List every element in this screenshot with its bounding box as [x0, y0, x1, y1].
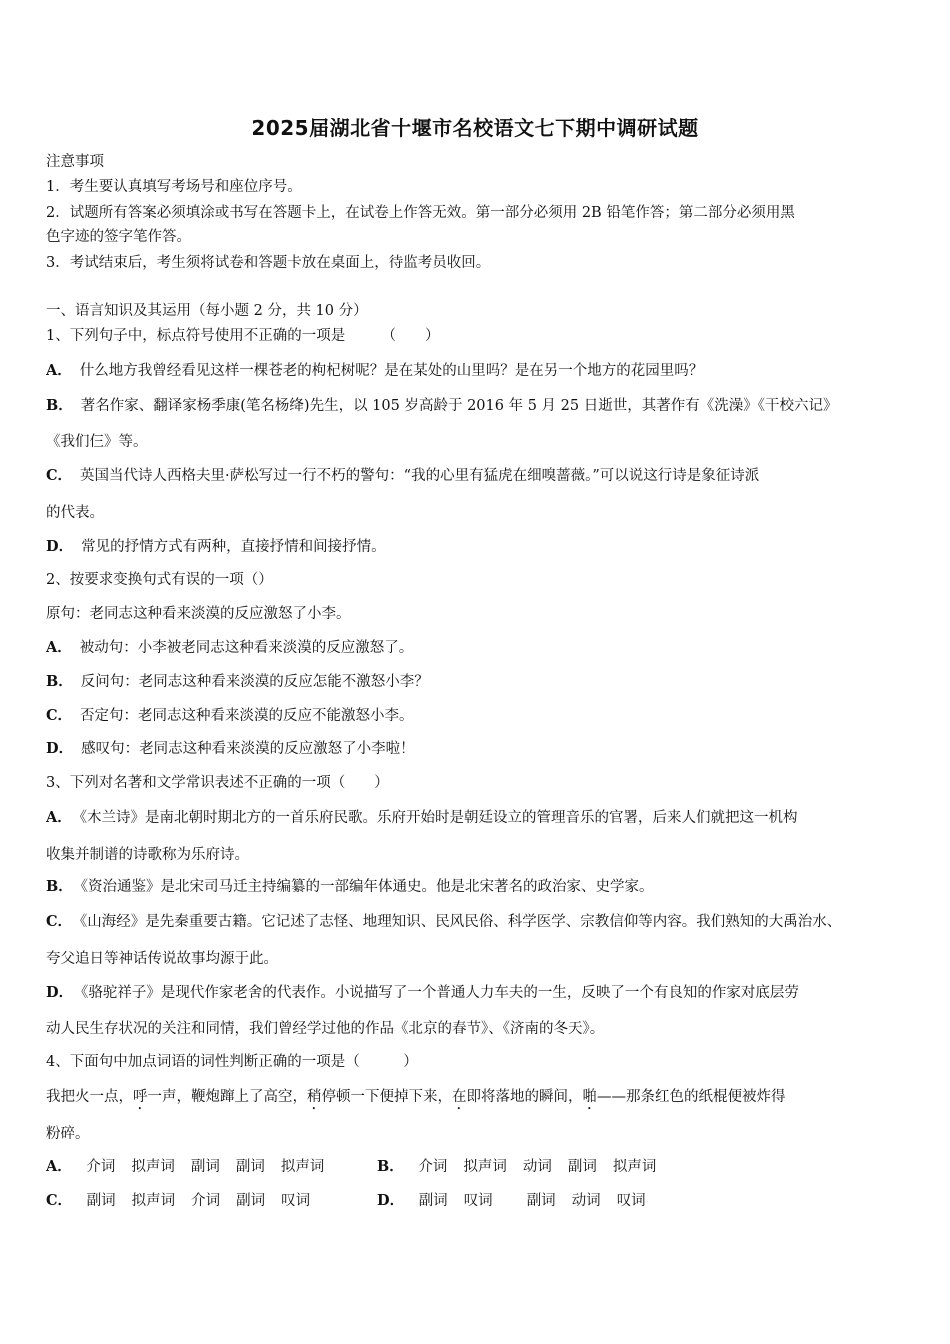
word-class: 副词 — [236, 1193, 266, 1209]
option-b — [46, 877, 908, 897]
sentence-part: 我把火一点， — [46, 1089, 133, 1105]
option-a — [46, 638, 908, 658]
notice-item: 3．考试结束后，考生须将试卷和答题卡放在桌面上，待监考员收回。 — [46, 255, 491, 271]
option-text: 《资治通鉴》是北宋司马迁主持编纂的一部编年体通史。他是北宋著名的政治家、史学家。 — [80, 879, 654, 895]
word-class: 拟声词 — [463, 1159, 507, 1175]
notice-heading: 注意事项 — [46, 154, 104, 170]
notice-item: 2．试题所有答案必须填涂或书写在答题卡上，在试卷上作答无效。第一部分必须用 2B 铅笔作答；第二部分必须用黑 — [46, 205, 795, 221]
word-class: 拟声词 — [280, 1159, 325, 1175]
word-class: 副词 — [86, 1193, 116, 1209]
option-label: B． — [46, 878, 73, 895]
question-stem: 3、下列对名著和文学常识表述不正确的一项（ ） — [46, 775, 389, 791]
option-a-cont: 收集并制谱的诗歌称为乐府诗。 — [46, 847, 249, 863]
option-b — [377, 1157, 672, 1177]
option-label: D． — [377, 1192, 405, 1209]
option-label: A． — [46, 362, 72, 379]
option-d — [46, 739, 908, 759]
option-a — [46, 1157, 340, 1177]
word-class: 叹词 — [463, 1193, 493, 1209]
dotted-word: 稍 — [307, 1089, 322, 1105]
option-b — [46, 672, 908, 692]
question-stem: 2、按要求变换句式有误的一项（） — [46, 572, 273, 588]
word-class: 介词 — [86, 1159, 116, 1175]
dotted-word: 在 — [452, 1089, 467, 1105]
option-c-cont: 夸父追日等神话传说故事均源于此。 — [46, 951, 278, 967]
word-class: 介词 — [418, 1159, 448, 1175]
word-class: 副词 — [235, 1159, 265, 1175]
word-class: 副词 — [418, 1193, 448, 1209]
option-label: D． — [46, 538, 74, 555]
option-c — [46, 466, 908, 486]
option-c — [46, 912, 908, 932]
original-sentence: 原句：老同志这种看来淡漠的反应激怒了小李。 — [46, 606, 351, 622]
word-class: 动词 — [571, 1193, 601, 1209]
option-text: 被动句：小李被老同志这种看来淡漠的反应激怒了。 — [79, 640, 414, 656]
option-label: D． — [46, 740, 74, 757]
option-text: 感叹句：老同志这种看来淡漠的反应激怒了小李啦！ — [81, 741, 415, 757]
option-label: C． — [46, 1192, 73, 1209]
option-c — [46, 1191, 326, 1211]
word-class: 副词 — [526, 1193, 556, 1209]
dotted-word: 呼 — [133, 1089, 148, 1105]
word-class: 副词 — [567, 1159, 597, 1175]
word-class: 拟声词 — [612, 1159, 657, 1175]
option-c — [46, 706, 908, 726]
word-class: 介词 — [191, 1193, 221, 1209]
option-d-cont: 动人民生存状况的关注和同情，我们曾经学过他的作品《北京的春节》、《济南的冬天》。 — [46, 1021, 605, 1037]
option-text: 否定句：老同志这种看来淡漠的反应不能激怒小李。 — [80, 708, 414, 724]
option-c-cont: 的代表。 — [46, 505, 104, 521]
option-b-cont: 《我们仨》等。 — [46, 434, 148, 450]
option-d — [46, 537, 908, 557]
word-class: 动词 — [522, 1159, 552, 1175]
option-label: C． — [46, 707, 73, 724]
option-text: 《山海经》是先秦重要古籍。它记述了志怪、地理知识、民风民俗、科学医学、宗教信仰等内容。我们熟知的大禹治水、 — [80, 914, 842, 930]
option-label: A． — [46, 1158, 72, 1175]
option-label: A． — [46, 639, 72, 656]
option-b — [46, 396, 908, 416]
option-label: B． — [46, 397, 73, 414]
option-text: 什么地方我曾经看见这样一棵苍老的枸杞树呢？是在某处的山里吗？是在另一个地方的花园里吗？ — [79, 363, 704, 379]
question-sentence-cont: 粉碎。 — [46, 1126, 90, 1142]
option-d — [377, 1191, 662, 1211]
option-text: 反问句：老同志这种看来淡漠的反应怎能不激怒小李？ — [80, 674, 429, 690]
sentence-part: ——那条红色的纸棍便被炸得 — [597, 1089, 786, 1105]
option-text: 常见的抒情方式有两种，直接抒情和间接抒情。 — [81, 539, 386, 555]
option-a — [46, 361, 908, 381]
section-heading: 一、语言知识及其运用（每小题 2 分，共 10 分） — [46, 303, 368, 319]
notice-item: 色字迹的签字笔作答。 — [46, 229, 191, 245]
option-label: A． — [46, 809, 72, 826]
option-label: B． — [377, 1158, 404, 1175]
word-class: 叹词 — [616, 1193, 646, 1209]
word-class: 拟声词 — [131, 1159, 175, 1175]
question-stem: 1、下列句子中，标点符号使用不正确的一项是 （ ） — [46, 328, 440, 344]
question-stem: 4、下面句中加点词语的词性判断正确的一项是（ ） — [46, 1054, 418, 1070]
notice-item: 1．考生要认真填写考场号和座位序号。 — [46, 179, 302, 195]
option-a — [46, 808, 908, 828]
option-text: 英国当代诗人西格夫里·萨松写过一行不朽的警句：“我的心里有猛虎在细嗅蔷薇。”可以说这行诗是象征诗派 — [80, 468, 760, 484]
sentence-part: 一声，鞭炮蹿上了高空， — [147, 1089, 307, 1105]
option-label: D． — [46, 984, 74, 1001]
option-text: 著名作家、翻译家杨季康(笔名杨绛)先生，以 105 岁高龄于 2016 年 5 月 25 日逝世，其著作有《洗澡》《干校六记》 — [80, 398, 838, 414]
option-label: C． — [46, 467, 73, 484]
question-sentence — [46, 1087, 908, 1113]
word-class: 副词 — [190, 1159, 220, 1175]
sentence-part: 即将落地的瞬间， — [466, 1089, 583, 1105]
sentence-part: 停顿一下便掉下来， — [321, 1089, 452, 1105]
option-label: C． — [46, 913, 73, 930]
word-class: 叹词 — [281, 1193, 311, 1209]
option-text: 《骆驼祥子》是现代作家老舍的代表作。小说描写了一个普通人力车夫的一生，反映了一个有良知的作家对底层劳 — [81, 985, 799, 1001]
word-class: 拟声词 — [131, 1193, 176, 1209]
option-label: B． — [46, 673, 73, 690]
dotted-word: 啪 — [582, 1089, 597, 1105]
option-text: 《木兰诗》是南北朝时期北方的一首乐府民歌。乐府开始时是朝廷设立的管理音乐的官署，后来人们就把这一机构 — [79, 810, 798, 826]
option-d — [46, 983, 908, 1003]
page-title: 2025届湖北省十堰市名校语文七下期中调研试题 — [251, 116, 699, 140]
